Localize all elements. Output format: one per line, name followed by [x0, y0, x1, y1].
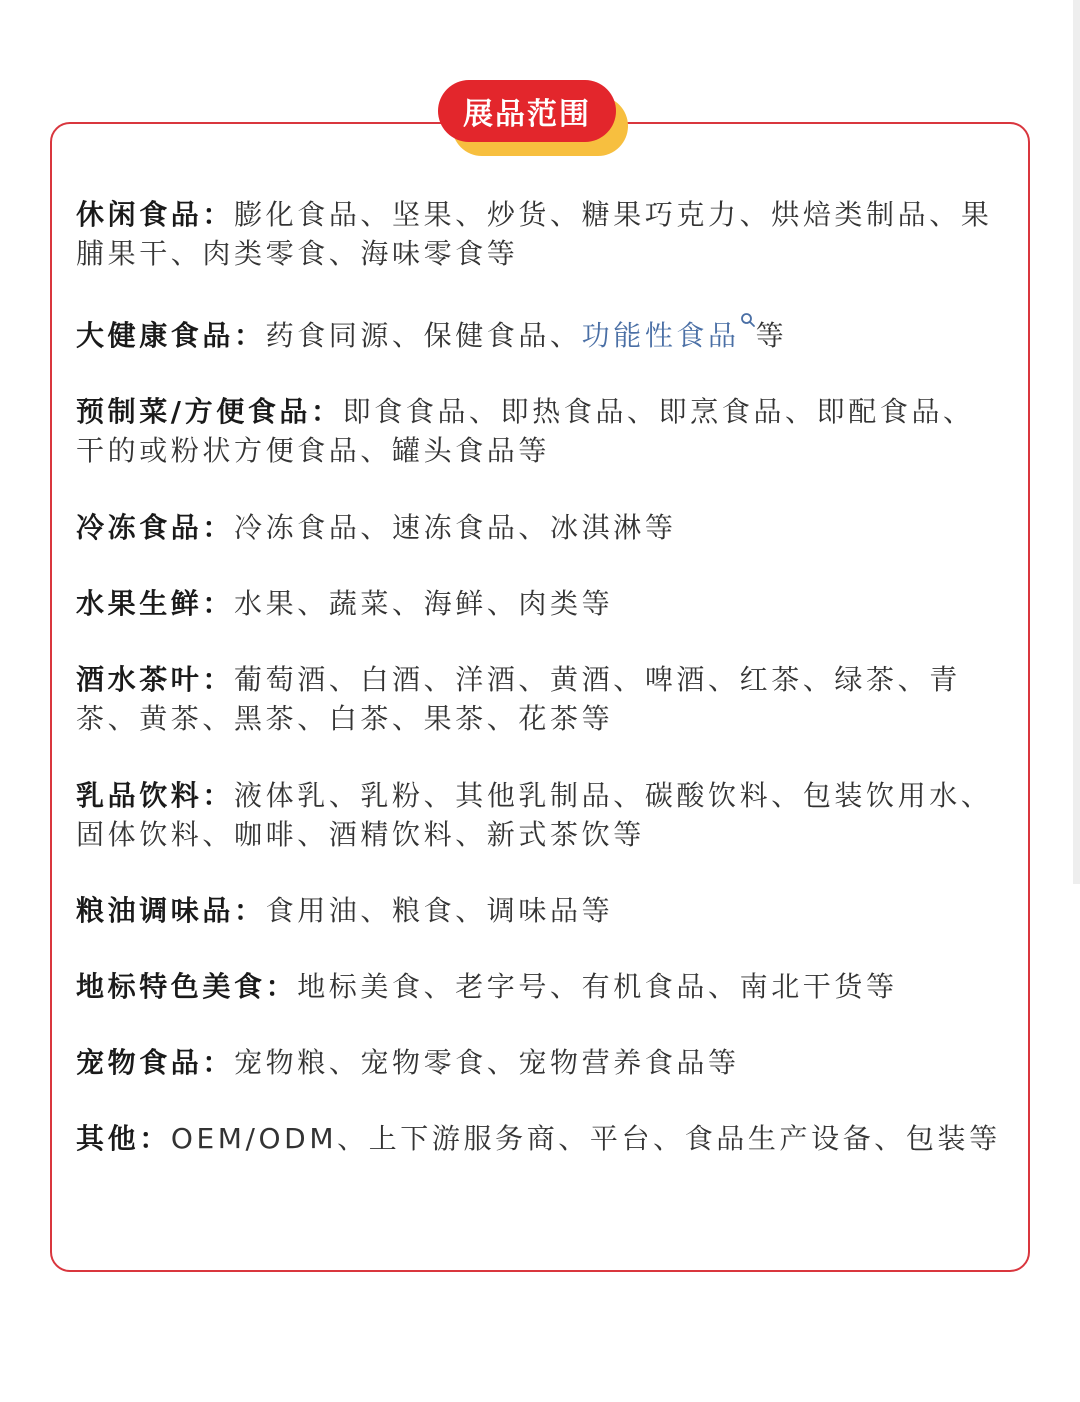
category-label: 宠物食品：	[76, 1046, 235, 1079]
category-grain-oil	[76, 891, 1006, 930]
category-items: 即食食品、即热食品、即烹食品、即配食品、干的或粉状方便食品、罐头食品等	[76, 395, 975, 467]
category-label: 乳品饮料：	[76, 779, 235, 812]
scroll-indicator	[1073, 0, 1080, 884]
category-label: 冷冻食品：	[76, 511, 235, 544]
category-health-food	[76, 316, 1006, 355]
category-label: 大健康食品：	[76, 319, 266, 352]
category-pet-food	[76, 1043, 1006, 1082]
category-prepared-food	[76, 392, 1006, 470]
category-items: 宠物粮、宠物零食、宠物营养食品等	[234, 1046, 740, 1079]
category-items: 膨化食品、坚果、炒货、糖果巧克力、烘焙类制品、果脯果干、肉类零食、海味零食等	[76, 198, 993, 270]
functional-food-link[interactable]: 功能性食品	[581, 319, 740, 352]
section-title-badge	[438, 80, 628, 160]
category-beverages-tea	[76, 660, 1006, 738]
category-items: 地标美食、老字号、有机食品、南北干货等	[297, 970, 898, 1003]
category-label: 预制菜/方便食品：	[76, 395, 343, 428]
category-items: 水果、蔬菜、海鲜、肉类等	[234, 587, 614, 620]
category-label: 地标特色美食：	[76, 970, 298, 1003]
section-title: 展品范围	[438, 80, 616, 142]
category-items-suffix: 等	[755, 319, 788, 352]
category-items: 液体乳、乳粉、其他乳制品、碳酸饮料、包装饮用水、固体饮料、咖啡、酒精饮料、新式茶饮等	[76, 779, 993, 851]
category-items: 冷冻食品、速冻食品、冰淇淋等	[234, 511, 677, 544]
search-icon[interactable]	[740, 316, 756, 344]
category-fresh-produce	[76, 584, 1006, 623]
category-other	[76, 1119, 1006, 1158]
category-regional-food	[76, 967, 1006, 1006]
category-label: 其他：	[76, 1122, 171, 1155]
category-leisure-food	[76, 195, 1006, 273]
category-frozen-food	[76, 508, 1006, 547]
category-label: 酒水茶叶：	[76, 663, 235, 696]
category-label: 休闲食品：	[76, 198, 235, 231]
category-label: 水果生鲜：	[76, 587, 235, 620]
category-dairy-drinks	[76, 776, 1006, 854]
category-items: 药食同源、保健食品、	[265, 319, 582, 352]
category-items: OEM/ODM、上下游服务商、平台、食品生产设备、包装等	[170, 1122, 1001, 1155]
category-label: 粮油调味品：	[76, 894, 266, 927]
category-items: 葡萄酒、白酒、洋酒、黄酒、啤酒、红茶、绿茶、青茶、黄茶、黑茶、白茶、果茶、花茶等	[76, 663, 961, 735]
category-items: 食用油、粮食、调味品等	[265, 894, 614, 927]
